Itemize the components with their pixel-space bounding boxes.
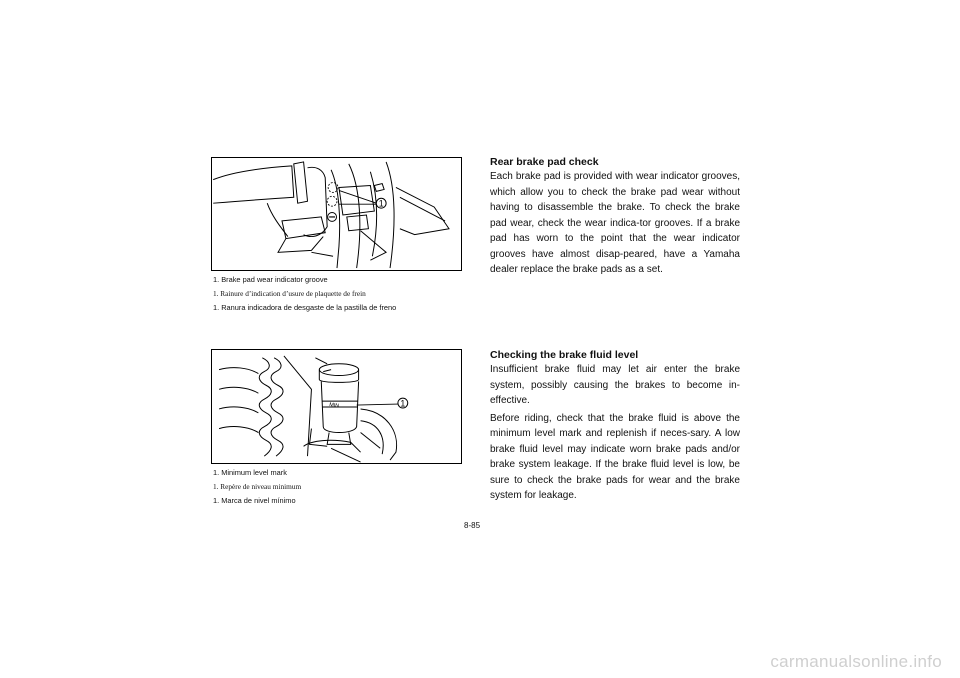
brake-fluid-figure	[211, 349, 462, 464]
figure1-caption-fr: 1. Rainure d’indication d’usure de plaquette de frein	[213, 289, 366, 298]
brake-pad-illustration	[212, 158, 461, 270]
section-paragraph: Before riding, check that the brake fluid is above the minimum level mark and replenish if neces-sary. A low brake fluid level may indicate worn brake pads and/or brake system leakage. If the brake fluid level is low, be sure to check the brake pads for wear and the brake system for leakage.	[490, 412, 740, 501]
section-heading: Checking the brake fluid level	[490, 349, 639, 361]
figure1-caption-es: 1. Ranura indicadora de desgaste de la pastilla de freno	[213, 303, 397, 312]
figure2-callout: 1	[400, 398, 406, 409]
figure2-caption-fr: 1. Repère de niveau minimum	[213, 482, 302, 491]
figure1-callout: 1	[378, 198, 384, 209]
rear-brake-pad-section	[490, 155, 740, 278]
brake-pad-figure	[211, 157, 462, 271]
brake-fluid-section	[490, 348, 740, 504]
section-paragraph: Each brake pad is provided with wear indicator grooves, which allow you to check the brake pad wear without having to disassemble the brake. To check the brake pad wear, check the wear indica-tor grooves. If a brake pad has worn to the point that the wear indicator grooves have almost disap-peared, have a Yamaha dealer replace the brake pads as a set.	[490, 171, 740, 275]
reservoir-min-mark: MIN	[328, 402, 340, 410]
page-number: 8-85	[464, 521, 481, 530]
section-paragraph: Insufficient brake fluid may let air enter the brake system, possibly causing the brakes to become in-effective.	[490, 364, 740, 406]
section-heading: Rear brake pad check	[490, 156, 599, 168]
figure2-caption-en: 1. Minimum level mark	[213, 468, 287, 477]
brake-fluid-illustration	[212, 350, 461, 463]
figure1-caption-en: 1. Brake pad wear indicator groove	[213, 275, 328, 284]
watermark: carmanualsonline.info	[770, 652, 942, 671]
figure2-caption-es: 1. Marca de nivel mínimo	[213, 496, 296, 505]
